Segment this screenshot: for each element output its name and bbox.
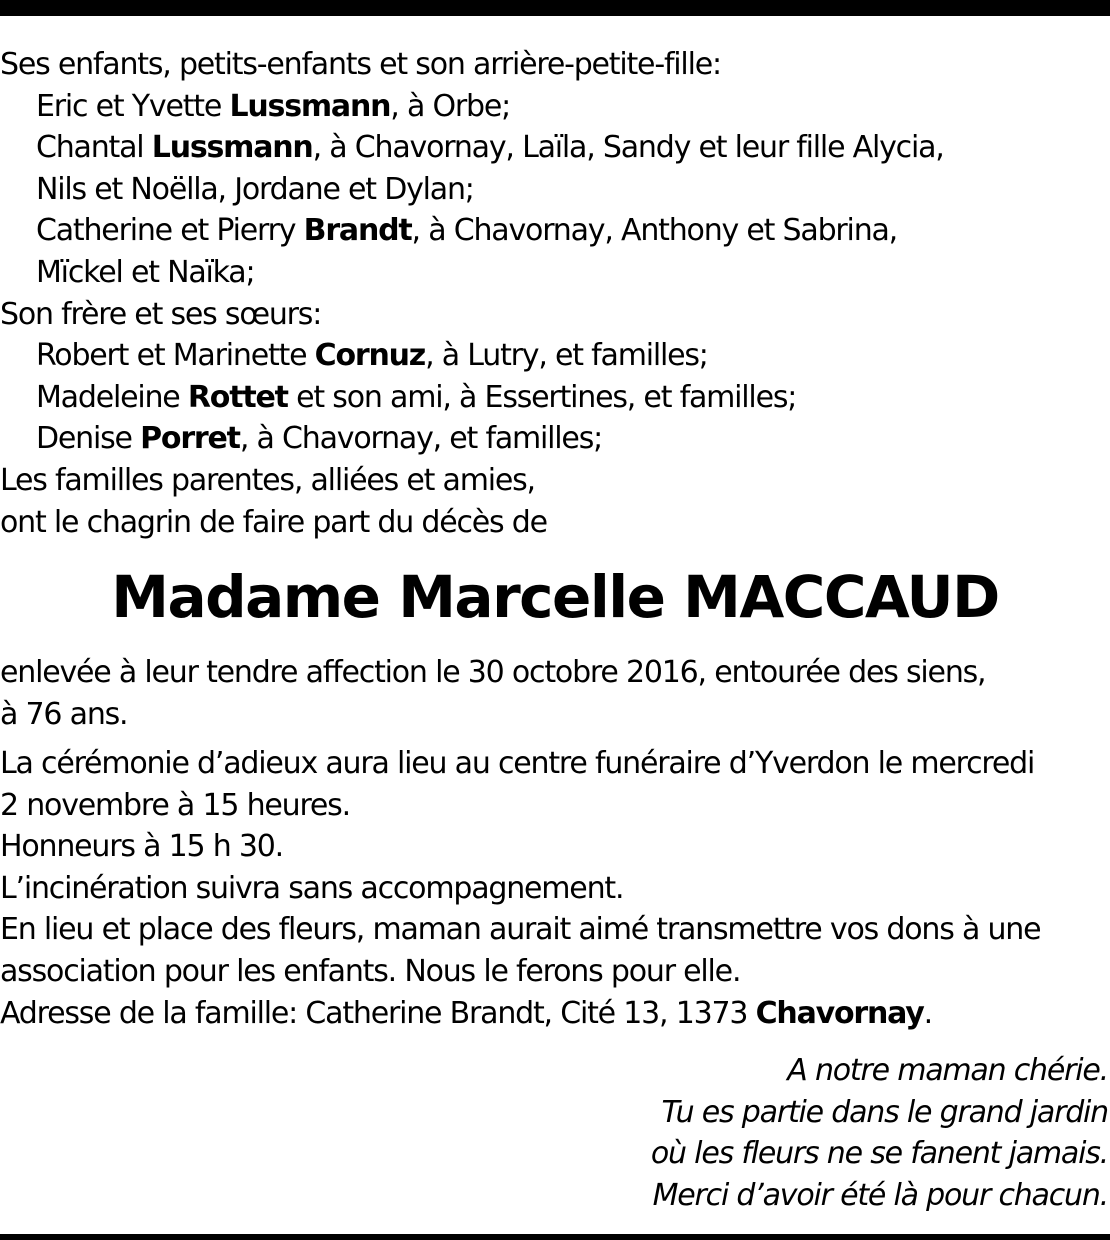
bottom-rule <box>0 1234 1110 1240</box>
death-notice <box>0 652 1110 735</box>
death-line-1: enlevée à leur tendre affection le 30 octobre 2016, entourée des siens, <box>0 655 986 690</box>
child-entry-chantal-continued: Nils et Noëlla, Jordane et Dylan; <box>36 171 474 207</box>
deceased-name-heading: Madame Marcelle MACCAUD <box>111 563 999 631</box>
child-entry-catherine-continued: Mïckel et Naïka; <box>36 254 255 290</box>
announcement-line: ont le chagrin de faire part du décès de <box>0 504 547 540</box>
family-list <box>0 44 1110 543</box>
ceremony-details <box>0 743 1110 1034</box>
death-line-2: à 76 ans. <box>0 696 128 732</box>
children-intro: Ses enfants, petits-enfants et son arrière-petite-fille: <box>0 47 721 82</box>
relatives-line: Les familles parentes, alliées et amies, <box>0 462 535 498</box>
family-name: Lussmann <box>151 130 313 166</box>
address-town: Chavornay <box>755 995 924 1031</box>
sibling-entry-madeleine: Madeleine Rottet et son ami, à Essertines, et familles; <box>36 379 797 415</box>
family-name: Rottet <box>187 379 288 415</box>
family-name: Cornuz <box>314 338 426 374</box>
top-rule <box>0 0 1110 16</box>
incineration-line: L’incinération suivra sans accompagnement. <box>0 870 624 906</box>
child-entry-eric: Eric et Yvette Lussmann, à Orbe; <box>36 88 511 124</box>
ceremony-line-1: La cérémonie d’adieux aura lieu au centre funéraire d’Yverdon le mercredi <box>0 746 1035 781</box>
closing-poem <box>408 1050 1108 1216</box>
family-name: Lussmann <box>229 88 391 124</box>
family-name: Brandt <box>303 213 412 249</box>
sibling-entry-robert: Robert et Marinette Cornuz, à Lutry, et familles; <box>36 338 708 374</box>
sibling-entry-denise: Denise Porret, à Chavornay, et familles; <box>36 421 603 457</box>
ceremony-line-2: 2 novembre à 15 heures. <box>0 787 350 823</box>
flowers-line-1: En lieu et place des fleurs, maman aurait aimé transmettre vos dons à une <box>0 912 1041 948</box>
flowers-line-2: association pour les enfants. Nous le ferons pour elle. <box>0 953 741 989</box>
siblings-intro: Son frère et ses sœurs: <box>0 296 322 332</box>
honours-line: Honneurs à 15 h 30. <box>0 829 284 865</box>
family-address: Adresse de la famille: Catherine Brandt, Cité 13, 1373 Chavornay. <box>0 995 932 1031</box>
poem-line-4: Merci d’avoir été là pour chacun. <box>652 1177 1108 1213</box>
poem-line-1: A notre maman chérie. <box>787 1053 1108 1088</box>
poem-line-3: où les fleurs ne se fanent jamais. <box>650 1136 1108 1172</box>
child-entry-catherine: Catherine et Pierry Brandt, à Chavornay, Anthony et Sabrina, <box>36 213 898 249</box>
child-entry-chantal: Chantal Lussmann, à Chavornay, Laïla, Sandy et leur fille Alycia, <box>36 130 944 166</box>
family-name: Porret <box>140 421 240 457</box>
poem-line-2: Tu es partie dans le grand jardin <box>661 1094 1108 1130</box>
